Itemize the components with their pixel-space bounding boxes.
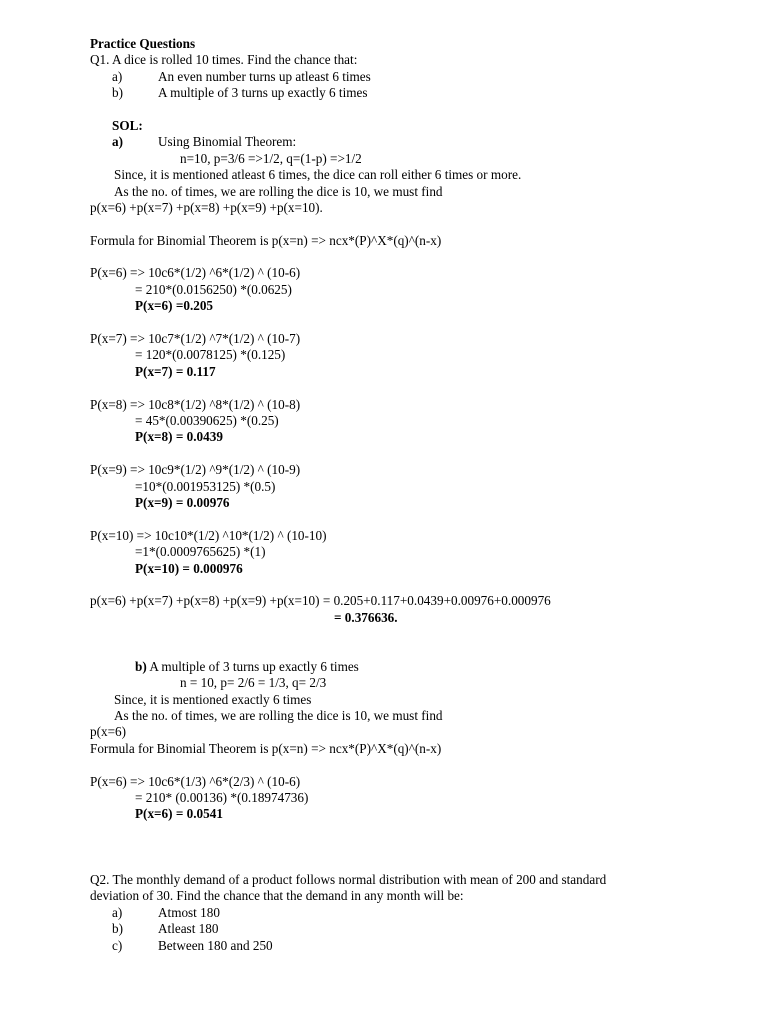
- part-a-sum: p(x=6) +p(x=7) +p(x=8) +p(x=9) +p(x=10) = 0.205+0.117+0.0439+0.00976+0.000976: [90, 593, 551, 609]
- calc-result: P(x=6) =0.205: [135, 298, 214, 314]
- part-b-as: As the no. of times, we are rolling the dice is 10, we must find: [114, 708, 443, 724]
- part-b-params: n = 10, p= 2/6 = 1/3, q= 2/3: [180, 675, 327, 691]
- calc-line2: = 45*(0.00390625) *(0.25): [135, 412, 279, 428]
- q2-question-line2: deviation of 30. Find the chance that the demand in any month will be:: [90, 888, 464, 904]
- document-page: [90, 36, 730, 954]
- calc-line1: P(x=6) => 10c6*(1/2) ^6*(1/2) ^ (10-6): [90, 265, 301, 281]
- calc-line1: P(x=6) => 10c6*(1/3) ^6*(2/3) ^ (10-6): [90, 773, 301, 789]
- q2-option-b: b) Atleast 180: [112, 921, 219, 937]
- calc-line1: P(x=9) => 10c9*(1/2) ^9*(1/2) ^ (10-9): [90, 462, 301, 478]
- calc-line2: =10*(0.001953125) *(0.5): [135, 478, 276, 494]
- calc-result: P(x=10) = 0.000976: [135, 560, 243, 576]
- calc-result: P(x=7) = 0.117: [135, 363, 216, 379]
- calc-line2: =1*(0.0009765625) *(1): [135, 544, 266, 560]
- part-b-since: Since, it is mentioned exactly 6 times: [114, 691, 312, 707]
- calc-line2: = 210* (0.00136) *(0.18974736): [135, 789, 309, 805]
- document-title: Practice Questions: [90, 36, 196, 51]
- part-b-formula: Formula for Binomial Theorem is p(x=n) => ncx*(P)^X*(q)^(n-x): [90, 740, 442, 756]
- q2-option-a: a) Atmost 180: [112, 904, 220, 920]
- calc-result: P(x=8) = 0.0439: [135, 429, 223, 445]
- part-a-heading: a) Using Binomial Theorem:: [112, 134, 297, 150]
- q1-question: Q1. A dice is rolled 10 times. Find the chance that:: [90, 52, 358, 68]
- calc-line1: P(x=8) => 10c8*(1/2) ^8*(1/2) ^ (10-8): [90, 396, 301, 412]
- q1-option-a: a) An even number turns up atleast 6 times: [112, 68, 371, 84]
- part-b-heading: b) A multiple of 3 turns up exactly 6 times: [135, 658, 359, 674]
- calc-result: P(x=9) = 0.00976: [135, 494, 230, 510]
- q2-question-line1: Q2. The monthly demand of a product follows normal distribution with mean of 200 and standard: [90, 871, 607, 887]
- part-a-since: Since, it is mentioned atleast 6 times, the dice can roll either 6 times or more.: [114, 167, 522, 183]
- calc-line2: = 210*(0.0156250) *(0.0625): [135, 281, 292, 297]
- calc-line2: = 120*(0.0078125) *(0.125): [135, 347, 286, 363]
- calc-line1: P(x=10) => 10c10*(1/2) ^10*(1/2) ^ (10-10): [90, 527, 327, 543]
- part-a-params: n=10, p=3/6 =>1/2, q=(1-p) =>1/2: [180, 150, 362, 166]
- q2-option-c: c) Between 180 and 250: [112, 937, 273, 953]
- part-b-find: p(x=6): [90, 724, 127, 740]
- calc-result: P(x=6) = 0.0541: [135, 806, 223, 822]
- sol-label: SOL:: [112, 117, 143, 133]
- part-a-as: As the no. of times, we are rolling the dice is 10, we must find: [114, 183, 443, 199]
- part-a-formula: Formula for Binomial Theorem is p(x=n) => ncx*(P)^X*(q)^(n-x): [90, 232, 442, 248]
- part-a-find: p(x=6) +p(x=7) +p(x=8) +p(x=9) +p(x=10).: [90, 199, 323, 215]
- calc-line1: P(x=7) => 10c7*(1/2) ^7*(1/2) ^ (10-7): [90, 331, 301, 347]
- part-a-total: = 0.376636.: [334, 609, 398, 625]
- q1-option-b: b) A multiple of 3 turns up exactly 6 times: [112, 85, 368, 101]
